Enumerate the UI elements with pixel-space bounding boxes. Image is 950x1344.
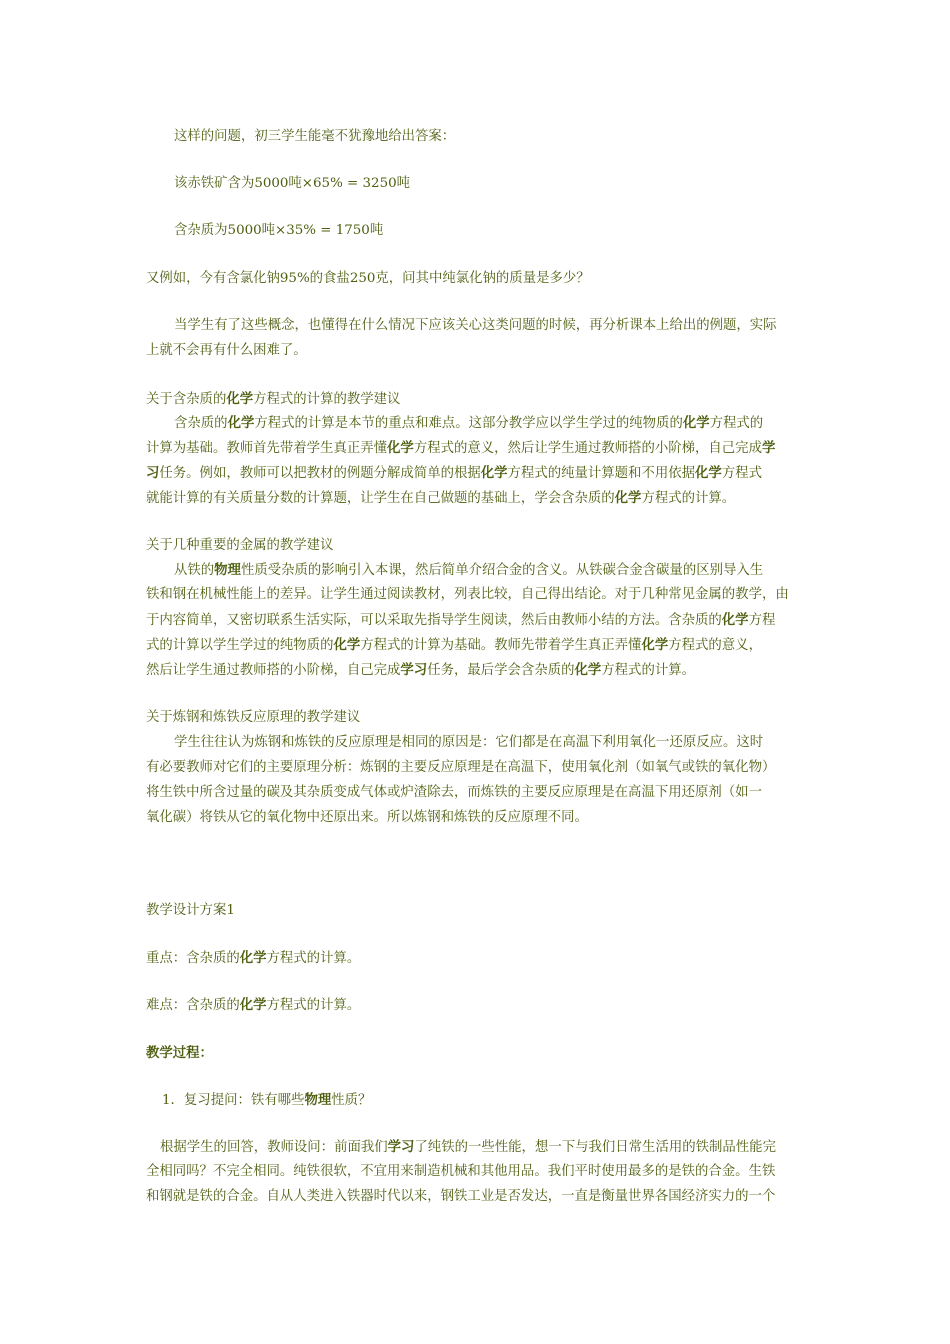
- intro-line-1: 这样的问题，初三学生能毫不犹豫地给出答案：: [174, 129, 456, 144]
- plan-paragraph-line-2: 全相同吗？不完全相同。纯铁很软，不宜用来制造机械和其他用品。我们平时使用最多的是铁的合金。生铁: [146, 1164, 776, 1179]
- section-1-line-3: 习任务。例如，教师可以把教材的例题分解成简单的根据化学方程式的纯量计算题和不用依据化学方程式: [146, 465, 762, 481]
- intro-line-4: 又例如，今有含氯化钠95%的食盐250克，问其中纯氯化钠的质量是多少？: [146, 271, 590, 286]
- section-2-line-2: 铁和钢在机械性能上的差异。让学生通过阅读教材，列表比较，自己得出结论。对于几种常见金属的教学，由: [146, 587, 789, 602]
- section-2-line-1: 从铁的物理性质受杂质的影响引入本课，然后简单介绍合金的含义。从铁碳合金含碳量的区别导入生: [174, 562, 764, 578]
- section-2-line-3: 于内容简单，又密切联系生活实际，可以采取先指导学生阅读，然后由教师小结的方法。含杂质的化学方程: [146, 612, 776, 628]
- section-2-line-4: 式的计算以学生学过的纯物质的化学方程式的计算为基础。教师先带着学生真正弄懂化学方程式的意义，: [146, 637, 762, 653]
- section-3-heading: 关于炼钢和炼铁反应原理的教学建议: [146, 710, 361, 725]
- section-3-line-4: 氧化碳）将铁从它的氧化物中还原出来。所以炼钢和炼铁的反应原理不同。: [146, 810, 588, 825]
- plan-title: 教学设计方案1: [146, 903, 235, 918]
- section-2-heading: 关于几种重要的金属的教学建议: [146, 538, 334, 553]
- section-3-line-2: 有必要教师对它们的主要原理分析：炼钢的主要反应原理是在高温下，使用氧化剂（如氧气或铁的氧化物）: [146, 760, 776, 775]
- plan-paragraph-line-1: 根据学生的回答，教师设问：前面我们学习了纯铁的一些性能，想一下与我们日常生活用的铁制品性能完: [160, 1139, 776, 1155]
- section-1-line-1: 含杂质的化学方程式的计算是本节的重点和难点。这部分教学应以学生学过的纯物质的化学方程式的: [174, 415, 764, 431]
- section-1-line-2: 计算为基础。教师首先带着学生真正弄懂化学方程式的意义，然后让学生通过教师搭的小阶梯，自己完成学: [146, 440, 776, 456]
- section-1-line-4: 就能计算的有关质量分数的计算题，让学生在自己做题的基础上，学会含杂质的化学方程式的计算。: [146, 490, 736, 506]
- section-1-heading: 关于含杂质的化学方程式的计算的教学建议: [146, 391, 401, 407]
- section-3-line-1: 学生往往认为炼钢和炼铁的反应原理是相同的原因是：它们都是在高温下利用氧化一还原反应。这时: [174, 735, 764, 750]
- plan-process-heading: 教学过程：: [146, 1045, 213, 1061]
- intro-line-3: 含杂质为5000吨×35% = 1750吨: [174, 223, 384, 238]
- section-2-line-5: 然后让学生通过教师搭的小阶梯，自己完成学习任务，最后学会含杂质的化学方程式的计算。: [146, 662, 696, 678]
- plan-difficult-point: 难点：含杂质的化学方程式的计算。: [146, 997, 361, 1013]
- intro-line-5b: 上就不会再有什么困难了。: [146, 343, 307, 358]
- plan-paragraph-line-3: 和钢就是铁的合金。自从人类进入铁器时代以来，钢铁工业是否发达，一直是衡量世界各国经济实力的一个: [146, 1189, 776, 1204]
- plan-question-1: 1．复习提问：铁有哪些物理性质？: [162, 1092, 372, 1108]
- intro-line-2: 该赤铁矿含为5000吨×65% = 3250吨: [174, 176, 410, 191]
- section-3-line-3: 将生铁中所含过量的碳及其杂质变成气体或炉渣除去，而炼铁的主要反应原理是在高温下用还原剂（如一: [146, 785, 762, 800]
- plan-key-point: 重点：含杂质的化学方程式的计算。: [146, 950, 361, 966]
- intro-line-5a: 当学生有了这些概念，也懂得在什么情况下应该关心这类问题的时候，再分析课本上给出的例题，实际: [174, 318, 777, 333]
